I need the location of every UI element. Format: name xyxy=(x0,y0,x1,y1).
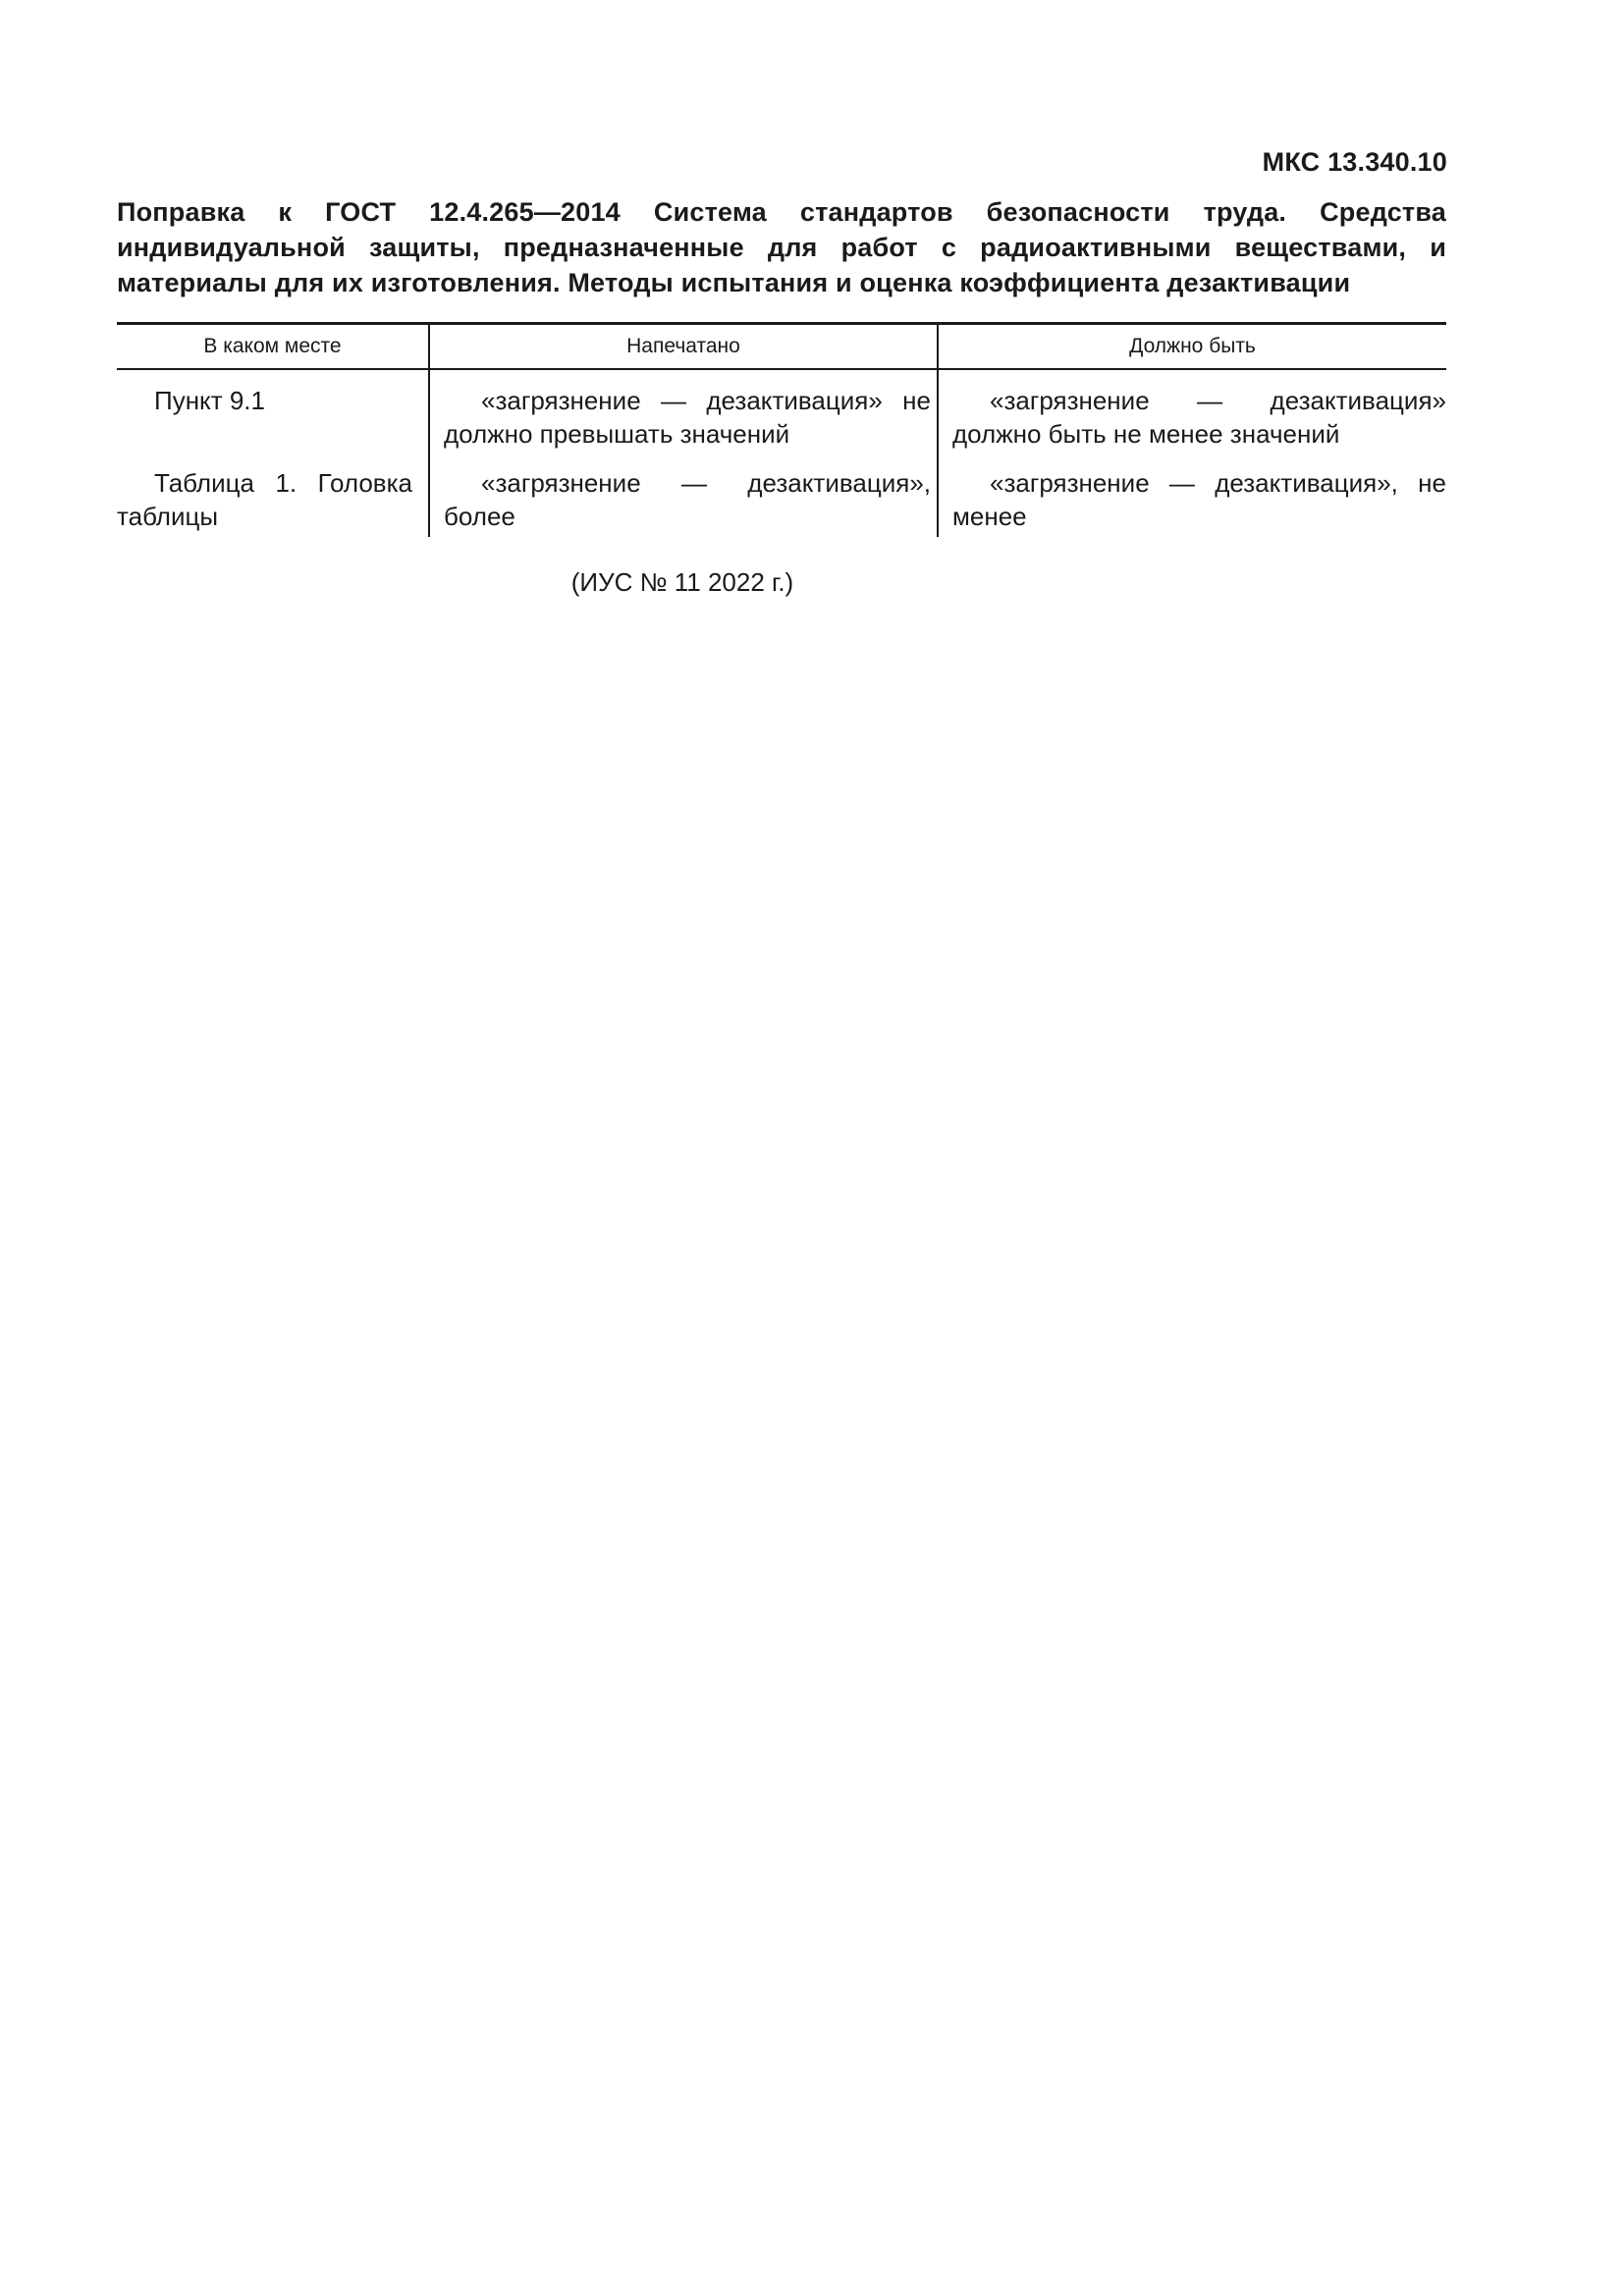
document-title: Поправка к ГОСТ 12.4.265—2014 Система стандартов безопасности труда. Средства индивидуальной защиты, предназначенные для работ с радиоактивными веществами, и материалы для их изготовления. Методы испытания и оценка коэффициента дезактивации xyxy=(117,197,1446,297)
cell-printed-text: «загрязнение — дезактивация» не должно превышать значений xyxy=(444,386,931,449)
cell-printed xyxy=(429,466,938,537)
column-header-should-be: Должно быть xyxy=(938,324,1446,370)
cell-place xyxy=(117,369,429,466)
column-header-printed: Напечатано xyxy=(429,324,938,370)
table-row xyxy=(117,466,1446,537)
source-reference: (ИУС № 11 2022 г.) xyxy=(570,567,794,597)
cell-should-be-text: «загрязнение — дезактивация» должно быть не менее значений xyxy=(952,386,1446,449)
cell-should-be xyxy=(938,369,1446,466)
column-header-place: В каком месте xyxy=(203,335,342,357)
cell-place xyxy=(117,466,429,537)
table-header-row xyxy=(117,324,1446,370)
table-row xyxy=(117,369,1446,466)
cell-should-be xyxy=(938,466,1446,537)
cell-place-text: Пункт 9.1 xyxy=(154,386,265,415)
cell-should-be-text: «загрязнение — дезактивация», не менее xyxy=(952,468,1446,531)
classification-code: МКС 13.340.10 xyxy=(1262,147,1447,177)
cell-place-text: Таблица 1. Головка таблицы xyxy=(117,468,412,531)
correction-table xyxy=(117,322,1446,537)
cell-printed xyxy=(429,369,938,466)
cell-printed-text: «загрязнение — дезактивация», более xyxy=(444,468,931,531)
